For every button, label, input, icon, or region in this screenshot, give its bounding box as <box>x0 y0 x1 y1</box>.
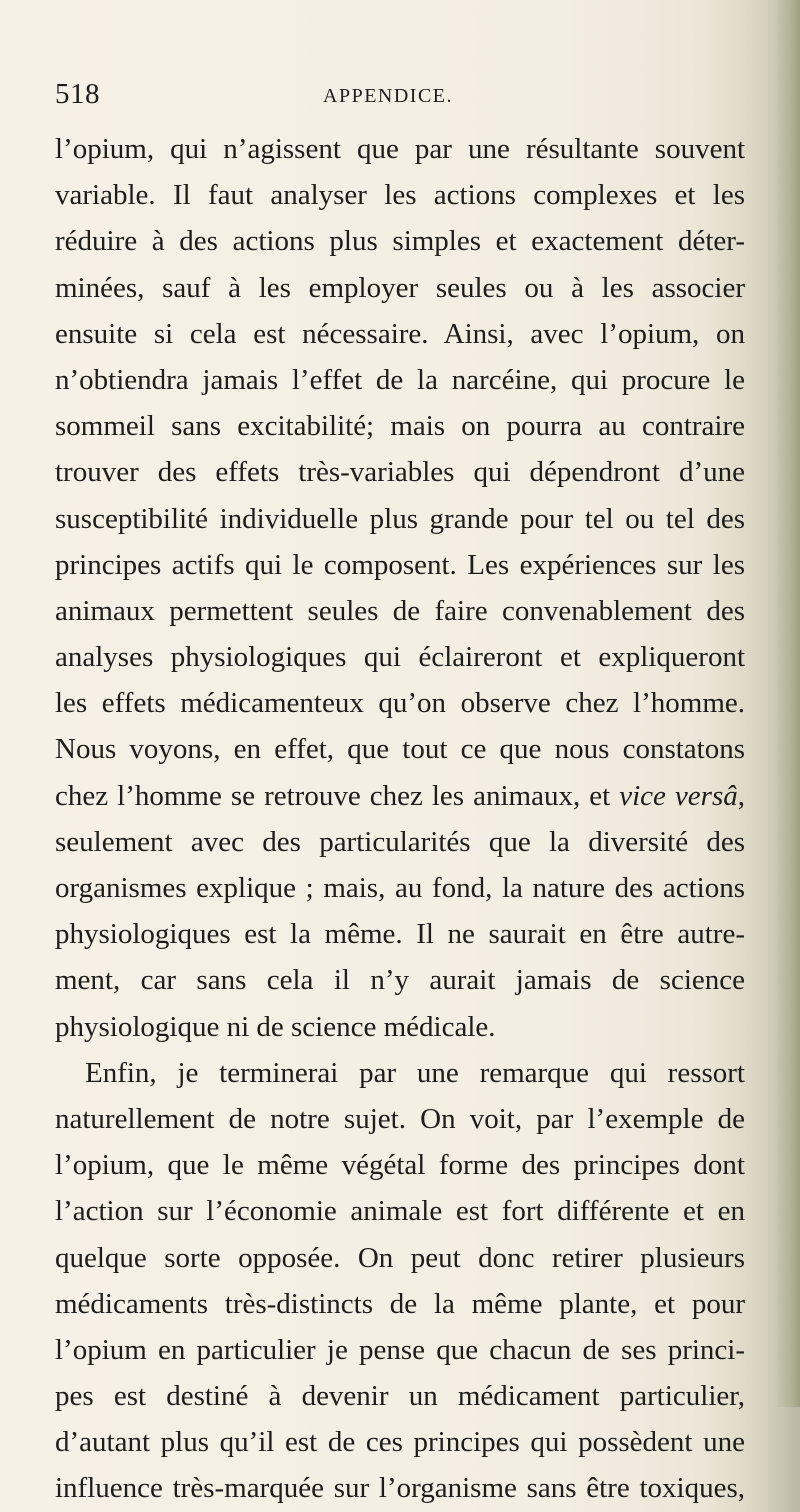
text-line: seulement avec des particularités que la diversité des <box>55 825 745 858</box>
text-line-with-italic <box>55 773 745 819</box>
text-line: quelque sorte opposée. On peut donc retirer plusieurs <box>55 1241 745 1274</box>
text-line: l’action sur l’économie animale est fort différente et en <box>55 1195 745 1228</box>
page-header <box>55 78 740 118</box>
text-line: trouver des effets très-variables qui dépendront d’une <box>55 456 745 489</box>
text-line: les effets médicamenteux qu’on observe chez l’homme. <box>55 687 745 720</box>
text-line: l’opium en particulier je pense que chacun de ses princi- <box>55 1333 745 1366</box>
text-line: l’opium, que le même végétal forme des principes dont <box>55 1149 745 1182</box>
text-line: physiologique ni de science médicale. <box>55 1010 496 1043</box>
body-text <box>55 126 745 1512</box>
running-head: APPENDICE. <box>323 85 454 107</box>
text-line: animaux permettent seules de faire convenablement des <box>55 594 745 627</box>
text-line: n’obtiendra jamais l’effet de la narcéine, qui procure le <box>55 363 745 396</box>
text-line: analyses physiologiques qui éclaireront et expliqueront <box>55 641 745 674</box>
text-line: minées, sauf à les employer seules ou à les associer <box>55 271 745 304</box>
text-line: l’opium, qui n’agissent que par une résultante souvent <box>55 133 745 165</box>
text-line: variable. Il faut analyser les actions complexes et les <box>55 179 745 212</box>
text-line: sommeil sans excitabilité; mais on pourra au contraire <box>55 410 745 443</box>
text-line: médicaments très-distincts de la même plante, et pour <box>55 1287 745 1320</box>
text-line: susceptibilité individuelle plus grande pour tel ou tel des <box>55 502 745 535</box>
text-line: d’autant plus qu’il est de ces principes qui possèdent une <box>55 1426 745 1459</box>
text-line: influence très-marquée sur l’organisme sans être toxiques, <box>55 1472 745 1505</box>
text-line: naturellement de notre sujet. On voit, par l’exemple de <box>55 1102 745 1135</box>
text-segment: , <box>737 779 745 812</box>
text-line: ensuite si cela est nécessaire. Ainsi, avec l’opium, on <box>55 317 745 350</box>
text-line: physiologiques est la même. Il ne saurait en être autre- <box>55 918 745 951</box>
text-line: organismes explique ; mais, au fond, la nature des actions <box>55 872 745 904</box>
text-segment: chez l’homme se retrouve chez les animaux, et <box>55 779 620 812</box>
text-line: réduire à des actions plus simples et exactement déter- <box>55 225 745 258</box>
page-edge-shadow <box>774 0 800 1407</box>
text-line: ment, car sans cela il n’y aurait jamais de science <box>55 964 745 997</box>
text-line: principes actifs qui le composent. Les expériences sur les <box>55 548 745 581</box>
text-line: Enfin, je terminerai par une remarque qui ressort <box>85 1056 745 1089</box>
text-line: Nous voyons, en effet, que tout ce que nous constatons <box>55 733 745 766</box>
page-number: 518 <box>55 78 100 110</box>
text-line: pes est destiné à devenir un médicament particulier, <box>55 1380 745 1413</box>
italic-phrase: vice versâ <box>619 779 738 812</box>
